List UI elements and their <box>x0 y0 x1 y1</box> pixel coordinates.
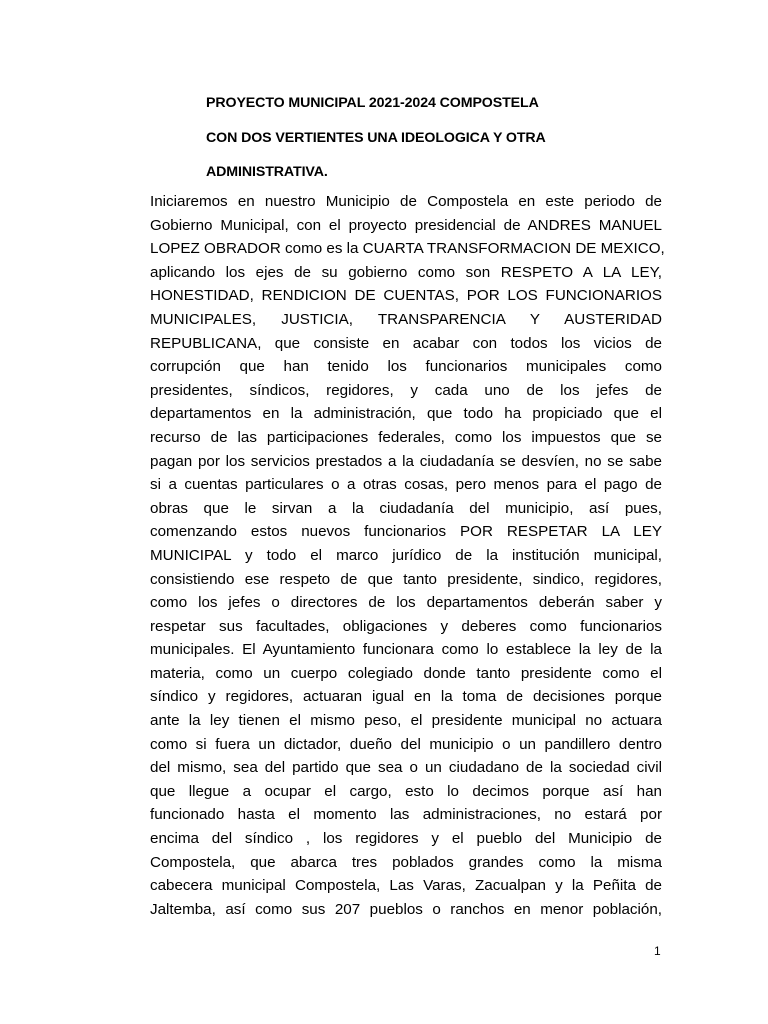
body-line: Compostela, que abarca tres poblados grandes como la misma <box>150 853 662 871</box>
body-line: Jaltemba, así como sus 207 pueblos o ranchos en menor población, <box>150 900 662 918</box>
body-line: si a cuentas particulares o a otras cosas, pero menos para el pago de <box>150 476 662 494</box>
body-line: presidentes, síndicos, regidores, y cada uno de los jefes de <box>150 381 662 399</box>
document-title-line-1: PROYECTO MUNICIPAL 2021-2024 COMPOSTELA <box>206 95 539 111</box>
page-number: 1 <box>654 944 661 958</box>
document-body <box>150 190 665 921</box>
body-line: REPUBLICANA, que consiste en acabar con todos los vicios de <box>150 334 662 352</box>
body-line: respetar sus facultades, obligaciones y deberes como funcionarios <box>150 617 662 635</box>
body-line: Iniciaremos en nuestro Municipio de Compostela en este periodo de <box>150 193 662 210</box>
body-line: síndico y regidores, actuaran igual en la toma de decisiones porque <box>150 688 662 706</box>
body-line: consistiendo ese respeto de que tanto presidente, sindico, regidores, <box>150 570 662 588</box>
document-title-line-3: ADMINISTRATIVA. <box>206 164 328 180</box>
body-line: ante la ley tienen el mismo peso, el presidente municipal no actuara <box>150 712 662 730</box>
body-line: cabecera municipal Compostela, Las Varas, Zacualpan y la Peñita de <box>150 877 662 895</box>
body-line: HONESTIDAD, RENDICION DE CUENTAS, POR LOS FUNCIONARIOS <box>150 287 662 305</box>
body-line: Gobierno Municipal, con el proyecto presidencial de ANDRES MANUEL <box>150 216 662 234</box>
body-line: como los jefes o directores de los departamentos deberán saber y <box>150 594 662 612</box>
body-line: departamentos en la administración, que todo ha propiciado que el <box>150 405 662 423</box>
body-line: MUNICIPALES, JUSTICIA, TRANSPARENCIA Y AUSTERIDAD <box>150 310 662 328</box>
body-line: obras que le sirvan a la ciudadanía del municipio, así pues, <box>150 499 662 517</box>
document-title-line-2: CON DOS VERTIENTES UNA IDEOLOGICA Y OTRA <box>206 130 546 146</box>
body-line: como si fuera un dictador, dueño del municipio o un pandillero dentro <box>150 735 662 753</box>
body-line: funcionado hasta el momento las administraciones, no estará por <box>150 806 662 824</box>
body-line: pagan por los servicios prestados a la ciudadanía se desvíen, no se sabe <box>150 452 662 470</box>
body-line: recurso de las participaciones federales, como los impuestos que se <box>150 428 662 446</box>
body-line: municipales. El Ayuntamiento funcionara como lo establece la ley de la <box>150 641 662 659</box>
body-line: corrupción que han tenido los funcionarios municipales como <box>150 358 662 376</box>
body-line: LOPEZ OBRADOR como es la CUARTA TRANSFORMACION DE MEXICO, <box>150 240 665 258</box>
body-line: aplicando los ejes de su gobierno como son RESPETO A LA LEY, <box>150 263 662 281</box>
body-line: materia, como un cuerpo colegiado donde tanto presidente como el <box>150 664 662 682</box>
body-line: que llegue a ocupar el cargo, esto lo decimos porque así han <box>150 782 662 800</box>
body-line: MUNICIPAL y todo el marco jurídico de la institución municipal, <box>150 546 662 564</box>
body-line: comenzando estos nuevos funcionarios POR RESPETAR LA LEY <box>150 523 662 541</box>
body-line: del mismo, sea del partido que sea o un ciudadano de la sociedad civil <box>150 759 662 777</box>
body-line: encima del síndico , los regidores y el pueblo del Municipio de <box>150 830 662 848</box>
